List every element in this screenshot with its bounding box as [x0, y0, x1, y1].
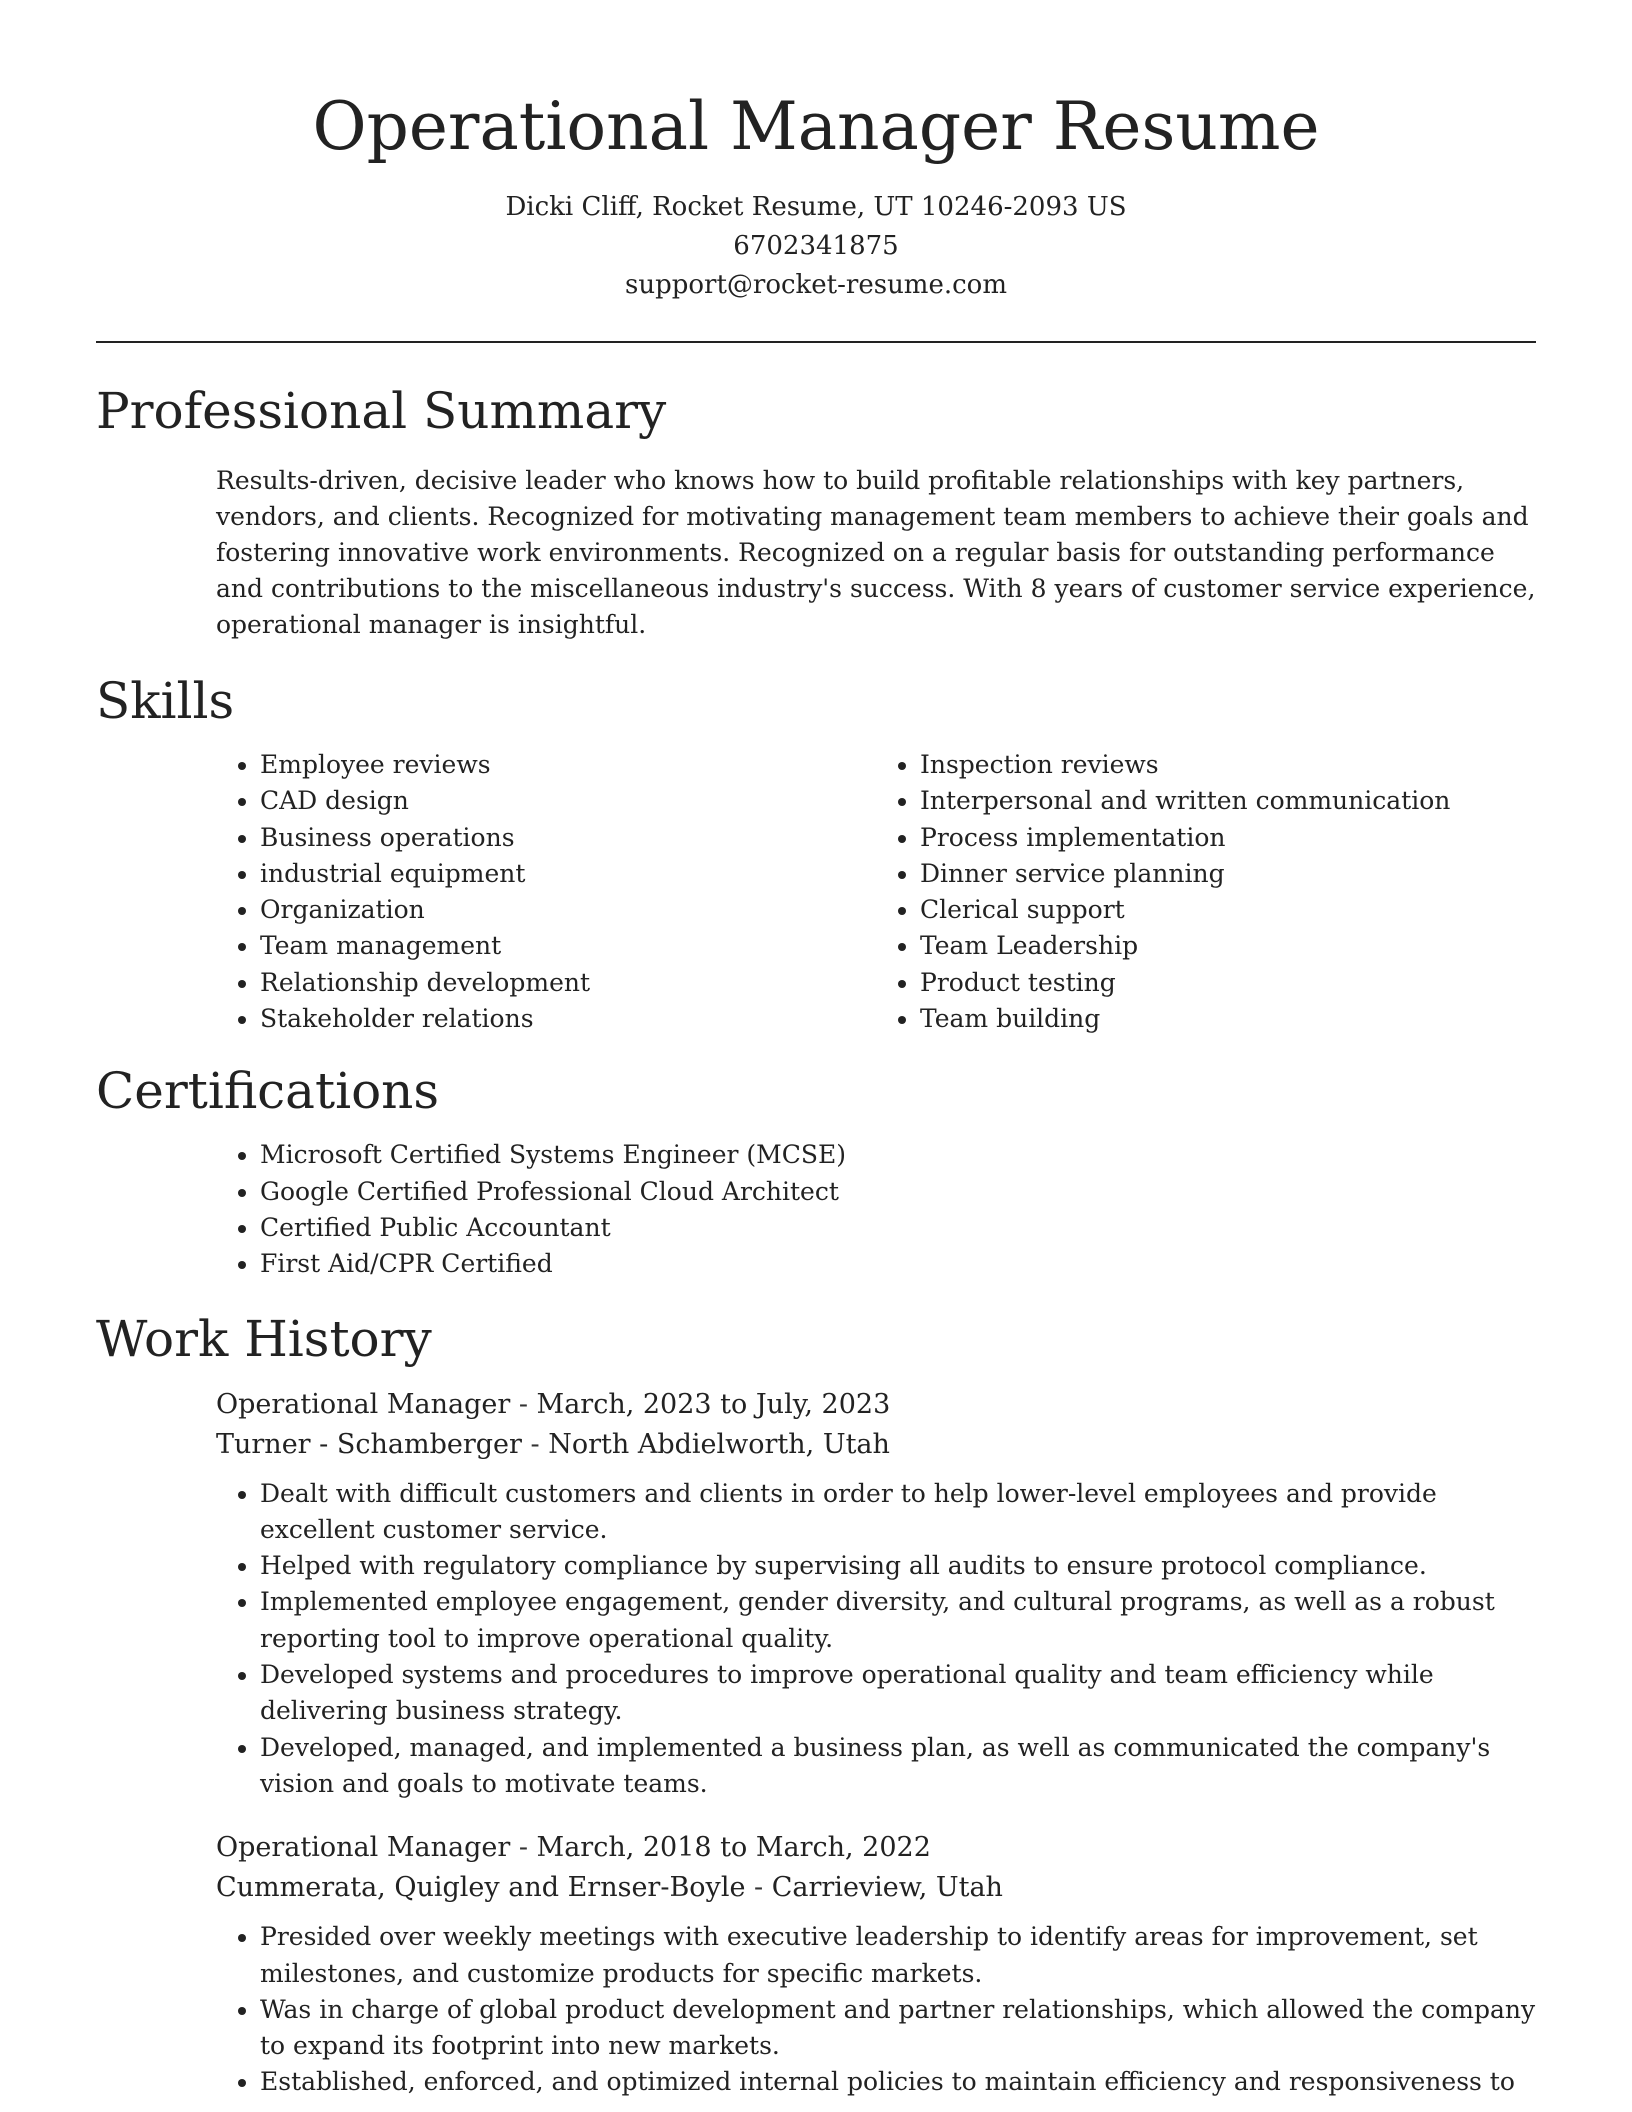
- skills-list: [216, 747, 1536, 1037]
- skills-column-left: [216, 747, 876, 1037]
- job-company: Cummerata, Quigley and Ernser-Boyle: [216, 1872, 746, 1904]
- job-location: Carrieview, Utah: [771, 1872, 1003, 1904]
- job-company: Turner - Schamberger: [216, 1428, 522, 1460]
- job-bullet: • Presided over weekly meetings with executive leadership to identify areas for improvement, set milestones, and customize products for specific markets.: [260, 1919, 1536, 1992]
- job-title-line: [216, 1828, 1536, 1868]
- skill-item: • Inspection reviews: [920, 747, 1536, 783]
- job-bullet-list: [216, 1476, 1536, 1803]
- skill-item: • Organization: [260, 892, 876, 928]
- email-address: support@rocket-resume.com: [624, 270, 1007, 300]
- skill-item: • Team management: [260, 928, 876, 964]
- skill-item: • Product testing: [920, 965, 1536, 1001]
- job-bullet: • Implemented employee engagement, gender diversity, and cultural programs, as well as a robust reporting tool to improve operational quality.: [260, 1584, 1536, 1657]
- skill-item: • Team building: [920, 1001, 1536, 1037]
- skills-column-right: [876, 747, 1536, 1037]
- resume-page: [96, 0, 1536, 2101]
- certifications-list: [216, 1137, 1536, 1282]
- job-dates: March, 2023 to July, 2023: [536, 1388, 891, 1420]
- job-dates: March, 2018 to March, 2022: [536, 1832, 931, 1864]
- job-company-line: [216, 1425, 1536, 1465]
- job-title-line: [216, 1385, 1536, 1425]
- separator: -: [745, 1872, 772, 1904]
- skill-item: • Stakeholder relations: [260, 1001, 876, 1037]
- job-bullet: • Was in charge of global product development and partner relationships, which allowed the company to expand its footprint into new markets.: [260, 1992, 1536, 2065]
- skill-item: • Employee reviews: [260, 747, 876, 783]
- skill-item: • Interpersonal and written communication: [920, 783, 1536, 819]
- job-bullet: • Established, enforced, and optimized internal policies to maintain efficiency and responsiveness to: [260, 2064, 1536, 2100]
- job-bullet-list: [216, 1919, 1536, 2100]
- address: Dicki Cliff, Rocket Resume, UT 10246-2093 US: [505, 192, 1127, 222]
- skill-item: • Team Leadership: [920, 928, 1536, 964]
- section-title-work-history: Work History: [96, 1309, 432, 1368]
- separator: -: [521, 1428, 549, 1460]
- job-entry: [216, 1385, 1536, 1803]
- section-title-certifications: Certifications: [96, 1062, 440, 1121]
- resume-title: Operational Manager Resume: [312, 88, 1320, 165]
- skill-item: • CAD design: [260, 783, 876, 819]
- skill-item: • Clerical support: [920, 892, 1536, 928]
- job-bullet: • Helped with regulatory compliance by supervising all audits to ensure protocol compliance.: [260, 1548, 1536, 1584]
- job-bullet: • Developed systems and procedures to improve operational quality and team efficiency while delivering business strategy.: [260, 1657, 1536, 1730]
- header-divider: [96, 341, 1536, 343]
- skill-item: • Business operations: [260, 820, 876, 856]
- job-bullet: • Developed, managed, and implemented a business plan, as well as communicated the company's vision and goals to motivate teams.: [260, 1730, 1536, 1803]
- certification-item: • First Aid/CPR Certified: [260, 1246, 1536, 1282]
- summary-text: Results-driven, decisive leader who knows how to build profitable relationships with key partners, vendors, and clients. Recognized for motivating management team members to achieve their goals and fostering innovative work environments. Recognized on a regular basis for outstanding performance and contributions to the miscellaneous industry's success. With 8 years of customer service experience, operational manager is insightful.: [216, 466, 1536, 639]
- separator: -: [510, 1388, 537, 1420]
- separator: -: [510, 1832, 537, 1864]
- section-title-summary: Professional Summary: [96, 382, 667, 440]
- job-entry: [216, 1828, 1536, 2100]
- job-location: North Abdielworth, Utah: [548, 1428, 890, 1460]
- job-title: Operational Manager: [216, 1832, 511, 1864]
- resume-header: [96, 0, 1536, 305]
- certification-item: • Microsoft Certified Systems Engineer (MCSE): [260, 1137, 1536, 1173]
- skill-item: • industrial equipment: [260, 856, 876, 892]
- certification-item: • Certified Public Accountant: [260, 1210, 1536, 1246]
- skill-item: • Relationship development: [260, 965, 876, 1001]
- job-title: Operational Manager: [216, 1388, 511, 1420]
- section-title-skills: Skills: [96, 672, 235, 730]
- skill-item: • Process implementation: [920, 820, 1536, 856]
- job-bullet: • Dealt with difficult customers and clients in order to help lower-level employees and provide excellent customer service.: [260, 1476, 1536, 1549]
- job-company-line: [216, 1868, 1536, 1908]
- phone-number: 6702341875: [733, 231, 899, 261]
- skill-item: • Dinner service planning: [920, 856, 1536, 892]
- certification-item: • Google Certified Professional Cloud Architect: [260, 1174, 1536, 1210]
